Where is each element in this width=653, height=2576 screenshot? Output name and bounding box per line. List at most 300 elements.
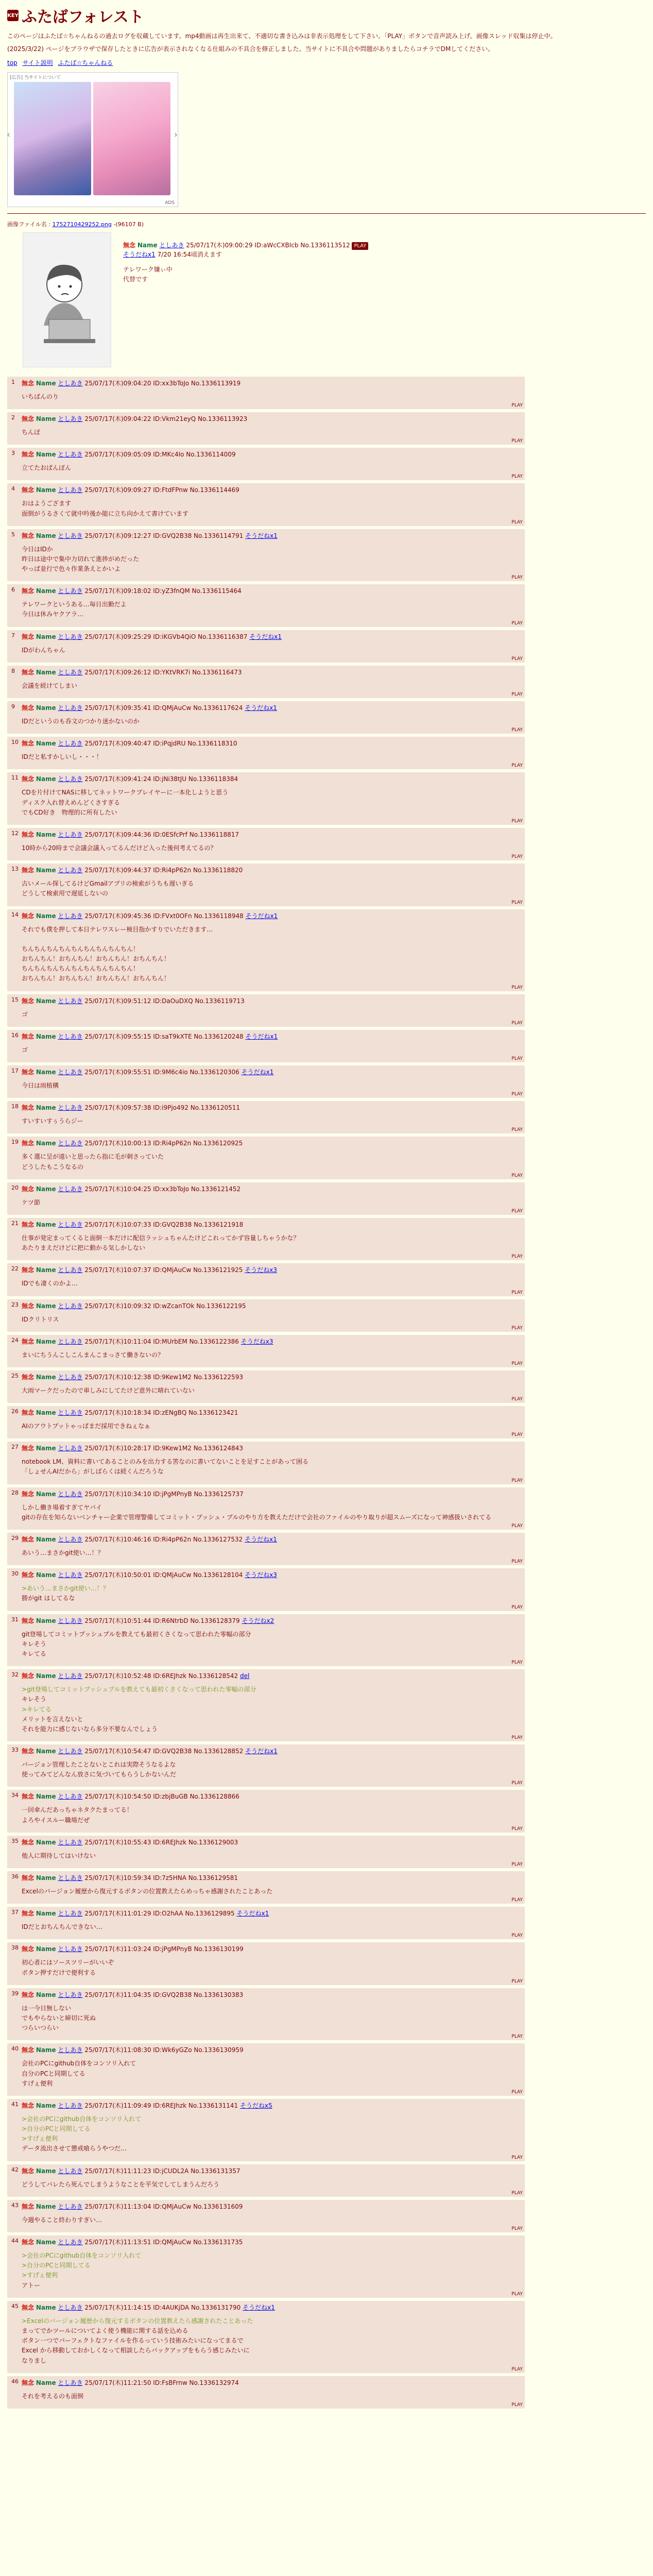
reply-subject: 無念 — [22, 587, 35, 595]
sodane-button[interactable]: そうだねx1 — [123, 251, 156, 259]
sitemap-link[interactable]: サイト説明 — [22, 59, 53, 66]
reply-post — [7, 701, 525, 734]
reply-user-link[interactable]: としあき — [58, 1445, 83, 1452]
reply-name: Name — [36, 1617, 56, 1624]
play-button[interactable]: PLAY — [511, 2155, 523, 2160]
op-thumbnail[interactable] — [23, 232, 111, 367]
play-button[interactable]: PLAY — [511, 2366, 523, 2372]
reply-subject: 無念 — [22, 532, 35, 539]
reply-post — [7, 2164, 525, 2197]
sodane-button[interactable]: そうだねx1 — [243, 2303, 275, 2311]
site-title[interactable]: ふたばフォレスト — [22, 8, 144, 26]
message-line: バージョン管理したことないとこれは実際そうなるよな — [22, 1761, 176, 1769]
play-button[interactable]: PLAY — [511, 2402, 523, 2408]
ad-image[interactable] — [14, 82, 91, 195]
reply-subject: 無念 — [22, 1874, 35, 1882]
op-body — [123, 231, 646, 284]
reply-subject: 無念 — [22, 379, 35, 387]
play-button[interactable]: PLAY — [511, 1478, 523, 1483]
sodane-button[interactable]: そうだねx3 — [245, 1571, 277, 1579]
reply-user-link[interactable]: としあき — [58, 668, 83, 676]
message-line: 会議を続けてしまい — [22, 682, 78, 689]
reply-user-link[interactable]: としあき — [58, 997, 83, 1005]
reply-id: ID:4AUKjDA — [153, 2303, 190, 2311]
play-button[interactable]: PLAY — [511, 1933, 523, 1939]
reply-post — [7, 2099, 525, 2161]
message-line: 今日はIDか — [22, 545, 53, 553]
reply-user-link[interactable]: としあき — [58, 2379, 83, 2386]
reply-header — [22, 1944, 520, 1954]
reply-user-link[interactable]: としあき — [58, 379, 83, 387]
play-button[interactable]: PLAY — [511, 2291, 523, 2297]
reply-id: ID:FsBFrnw — [153, 2379, 187, 2386]
message-line: ボタン押すだけで便利する — [22, 1969, 96, 1976]
reply-user-link[interactable]: としあき — [58, 912, 83, 920]
message-line: メリットを言えないと — [22, 1715, 83, 1723]
reply-user-link[interactable]: としあき — [58, 1373, 83, 1381]
reply-subject: 無念 — [22, 1490, 35, 1498]
op-line: テレワーク嫌ぃ中 — [123, 265, 173, 273]
reply-post — [7, 412, 525, 445]
reply-id: ID:zENgBQ — [153, 1409, 187, 1417]
reply-name: Name — [36, 1945, 56, 1953]
play-button[interactable]: PLAY — [511, 1735, 523, 1741]
reply-header — [22, 1671, 520, 1681]
chevron-left-icon[interactable]: ‹ — [7, 129, 11, 140]
reply-post — [7, 1836, 525, 1868]
reply-header — [22, 1139, 520, 1148]
reply-name: Name — [36, 532, 56, 539]
reply-index: 45 — [11, 2302, 19, 2310]
play-button[interactable]: PLAY — [511, 1523, 523, 1529]
reply-user-link[interactable]: としあき — [58, 1838, 83, 1846]
reply-name: Name — [36, 1337, 56, 1345]
message-line: ゴ — [22, 1010, 28, 1018]
site-notice — [7, 32, 646, 54]
play-button[interactable]: PLAY — [511, 1897, 523, 1903]
play-button[interactable]: PLAY — [511, 692, 523, 698]
reply-subject: 無念 — [22, 2167, 35, 2175]
reply-index: 16 — [11, 1031, 19, 1039]
play-button[interactable]: PLAY — [511, 1781, 523, 1786]
reply-date: 25/07/17(木)09:35:41 — [84, 704, 151, 712]
message-line: キレそう — [22, 1640, 46, 1648]
reply-user-link[interactable]: としあき — [58, 1748, 83, 1755]
reply-id: ID:iPqjdRU — [153, 740, 186, 748]
reply-subject: 無念 — [22, 997, 35, 1005]
reply-user-link[interactable]: としあき — [58, 1266, 83, 1274]
reply-user-link[interactable]: としあき — [58, 2167, 83, 2175]
reply-date: 25/07/17(木)09:40:47 — [84, 740, 151, 748]
futaba-link[interactable]: ふたば☆ちゃんねる — [58, 59, 113, 66]
reply-header — [22, 2238, 520, 2247]
reply-subject: 無念 — [22, 2379, 35, 2386]
reply-number: No.1336125737 — [194, 1490, 244, 1498]
reply-subject: 無念 — [22, 1140, 35, 1147]
reply-number: No.1336120925 — [193, 1140, 243, 1147]
play-button[interactable]: PLAY — [511, 474, 523, 480]
reply-index: 32 — [11, 1671, 19, 1679]
reply-id: ID:xx3bToJo — [153, 379, 190, 387]
play-button[interactable]: PLAY — [511, 438, 523, 444]
reply-date: 25/07/17(木)10:54:47 — [84, 1748, 151, 1755]
play-button[interactable]: PLAY — [511, 985, 523, 990]
reply-name: Name — [36, 1409, 56, 1417]
reply-list — [7, 377, 646, 2409]
reply-number: No.1336118948 — [194, 912, 244, 920]
reply-user-link[interactable]: としあき — [58, 1571, 83, 1579]
message-line: は一今日無しない — [22, 2004, 72, 2012]
play-button[interactable]: PLAY — [511, 1208, 523, 1214]
sodane-button[interactable]: そうだねx3 — [245, 1266, 277, 1274]
reply-subject: 無念 — [22, 1221, 35, 1228]
play-button[interactable]: PLAY — [511, 1361, 523, 1366]
reply-index: 36 — [11, 1873, 19, 1880]
reply-user-link[interactable]: としあき — [58, 2046, 83, 2054]
play-button[interactable]: PLAY — [511, 2089, 523, 2095]
sodane-button[interactable]: そうだねx1 — [249, 633, 282, 640]
reply-date: 25/07/17(木)09:45:36 — [84, 912, 151, 920]
reply-number: No.1336121925 — [193, 1266, 243, 1274]
reply-user-link[interactable]: としあき — [58, 1536, 83, 1544]
reply-user-link[interactable]: としあき — [58, 1104, 83, 1112]
message-line: IDだとおちんちんできない… — [22, 1923, 102, 1931]
message-line: よろやイスルー職場だぜ — [22, 1816, 90, 1824]
play-button[interactable]: PLAY — [511, 900, 523, 905]
reply-message — [22, 1386, 520, 1396]
reply-header — [22, 996, 520, 1006]
reply-post — [7, 2301, 525, 2373]
reply-post — [7, 1065, 525, 1098]
reply-header — [22, 632, 520, 641]
reply-user-link[interactable]: としあき — [58, 867, 83, 874]
reply-message — [22, 499, 520, 518]
reply-post — [7, 1182, 525, 1215]
reply-id: ID:Ri4pP62n — [153, 1140, 192, 1147]
message-line: CDを片付けてNASに移してネットワークプレイヤーに一本化しようと思う — [22, 789, 229, 796]
reply-user-link[interactable]: としあき — [58, 775, 83, 783]
reply-index: 17 — [11, 1067, 19, 1075]
reply-message — [22, 392, 520, 402]
reply-date: 25/07/17(木)10:50:01 — [84, 1571, 151, 1579]
reply-number: No.1336129581 — [188, 1874, 238, 1882]
reply-index: 22 — [11, 1265, 19, 1273]
reply-subject: 無念 — [22, 668, 35, 676]
file-link[interactable]: 1752710429252.png — [52, 221, 112, 228]
reply-header — [22, 739, 520, 748]
play-button[interactable]: PLAY — [511, 1254, 523, 1260]
reply-user-link[interactable]: としあき — [58, 1910, 83, 1918]
sodane-button[interactable]: そうだねx5 — [240, 2102, 272, 2109]
play-button[interactable]: PLAY — [511, 2034, 523, 2040]
play-button[interactable]: PLAY — [511, 1397, 523, 1402]
reply-name: Name — [36, 912, 56, 920]
reply-id: ID:FVxt0OFn — [153, 912, 192, 920]
reply-subject: 無念 — [22, 1617, 35, 1624]
reply-user-link[interactable]: としあき — [58, 1337, 83, 1345]
message-line: なりまし — [22, 2357, 47, 2364]
sodane-button[interactable]: そうだねx1 — [236, 1910, 269, 1918]
reply-index: 1 — [11, 378, 15, 385]
sodane-button[interactable]: そうだねx1 — [245, 532, 278, 539]
reply-post — [7, 2235, 525, 2298]
reply-post — [7, 1942, 525, 1985]
message-line: 仕事が発定まってくると面倒一本だけに配信ラッシュちゃんたけどこれってかず容量しちゃうかな？ — [22, 1234, 300, 1242]
reply-date: 25/07/17(木)09:25:29 — [84, 633, 151, 640]
top-link[interactable]: top — [7, 59, 18, 66]
reply-date: 25/07/17(木)10:09:32 — [84, 1302, 151, 1310]
reply-id: ID:GVQ2B38 — [153, 532, 192, 539]
reply-number: No.1336131141 — [188, 2102, 238, 2109]
reply-number: No.1336118820 — [193, 867, 243, 874]
message-line: ちんぽ — [22, 428, 41, 436]
reply-header — [22, 1372, 520, 1382]
play-button[interactable]: PLAY — [352, 242, 368, 250]
quote-line: >自分のPCと同期してる — [22, 2125, 91, 2133]
reply-message — [22, 1457, 520, 1477]
reply-user-link[interactable]: としあき — [58, 486, 83, 494]
play-button[interactable]: PLAY — [511, 1020, 523, 1026]
reply-user-link[interactable]: としあき — [58, 2102, 83, 2109]
reply-date: 25/07/17(木)09:05:09 — [84, 451, 151, 459]
reply-user-link[interactable]: としあき — [58, 1945, 83, 1953]
reply-date: 25/07/17(木)09:44:36 — [84, 831, 151, 838]
reply-user-link[interactable]: としあき — [58, 1793, 83, 1801]
reply-name: Name — [36, 831, 56, 838]
message-line: 自分のPCと同期してる — [22, 2070, 85, 2077]
chevron-right-icon[interactable]: › — [174, 129, 178, 140]
reply-date: 25/07/17(木)11:01:29 — [84, 1910, 151, 1918]
reply-subject: 無念 — [22, 1991, 35, 1998]
reply-name: Name — [36, 2379, 56, 2386]
sodane-button[interactable]: そうだねx1 — [245, 1536, 277, 1544]
reply-subject: 無念 — [22, 1032, 35, 1040]
reply-date: 25/07/17(木)10:12:38 — [84, 1373, 151, 1381]
reply-user-link[interactable]: としあき — [58, 1617, 83, 1624]
reply-name: Name — [36, 1874, 56, 1882]
message-line: まいにちうんこしこんまんこまっさて働きないの？ — [22, 1351, 164, 1359]
sodane-button[interactable]: そうだねx1 — [241, 1069, 274, 1076]
reply-index: 11 — [11, 774, 19, 782]
reply-header — [22, 450, 520, 459]
reply-subject: 無念 — [22, 2102, 35, 2109]
message-line: 多く選に呈が遠いと思ったら指に毛が刺さっていた — [22, 1153, 164, 1161]
quote-line: >git登場してコミットプッシュプルを教えても最初くさくなって思われた零幅の部分 — [22, 1686, 256, 1693]
sodane-button[interactable]: そうだねx1 — [245, 912, 278, 920]
op-date: 25/07/17(木)09:00:29 — [186, 241, 253, 249]
reply-post — [7, 2043, 525, 2096]
reply-id: ID:FtdFPnw — [153, 486, 188, 494]
reply-post — [7, 1568, 525, 1611]
play-button[interactable]: PLAY — [511, 575, 523, 581]
reply-id: ID:GVQ2B38 — [153, 1991, 192, 1998]
reply-number: No.1336128866 — [190, 1793, 239, 1801]
reply-id: ID:QMjAuCw — [153, 704, 192, 712]
reply-name: Name — [36, 1838, 56, 1846]
sodane-button[interactable]: そうだねx1 — [245, 1748, 278, 1755]
reply-header — [22, 1489, 520, 1499]
op-user-link[interactable]: としあき — [159, 241, 184, 249]
reply-user-link[interactable]: としあき — [58, 1032, 83, 1040]
message-line: 昨日は途中で集中力切れて進捗がめだった — [22, 555, 140, 563]
message-line: 今日は雨植構 — [22, 1082, 59, 1090]
message-line: キレてる — [22, 1650, 46, 1657]
message-line — [22, 935, 520, 944]
reply-user-link[interactable]: としあき — [58, 1409, 83, 1417]
ad-banner[interactable] — [7, 72, 178, 207]
reply-header — [22, 1990, 520, 1999]
reply-id: ID:wZcanTOk — [153, 1302, 195, 1310]
quote-line: >会社のPCにgithub自体をコンソリ入れて — [22, 2115, 142, 2123]
sodane-button[interactable]: そうだねx2 — [242, 1617, 274, 1624]
reply-user-link[interactable]: としあき — [58, 2239, 83, 2246]
reply-post — [7, 909, 525, 991]
reply-message — [22, 545, 520, 574]
reply-user-link[interactable]: としあき — [58, 1874, 83, 1882]
reply-post — [7, 1299, 525, 1332]
play-button[interactable]: PLAY — [511, 2190, 523, 2196]
reply-message — [22, 1081, 520, 1091]
play-button[interactable]: PLAY — [511, 656, 523, 662]
sodane-button[interactable]: そうだねx3 — [240, 1337, 273, 1345]
reply-header — [22, 1838, 520, 1847]
reply-date: 25/07/17(木)10:00:13 — [84, 1140, 151, 1147]
play-button[interactable]: PLAY — [511, 1173, 523, 1178]
play-button[interactable]: PLAY — [511, 1127, 523, 1133]
reply-name: Name — [36, 1104, 56, 1112]
play-button[interactable]: PLAY — [511, 763, 523, 769]
reply-header — [22, 1265, 520, 1275]
reply-post — [7, 1218, 525, 1260]
reply-post — [7, 1669, 525, 1741]
reply-post — [7, 737, 525, 769]
play-button[interactable]: PLAY — [511, 1290, 523, 1295]
reply-index: 13 — [11, 866, 19, 873]
message-line: それを考えるのも面倒 — [22, 2392, 84, 2400]
message-line: AIのアウトプットゃっぱまだ採用できねぇなぁ — [22, 1422, 151, 1430]
reply-user-link[interactable]: としあき — [58, 1991, 83, 1998]
play-button[interactable]: PLAY — [511, 854, 523, 860]
play-button[interactable]: PLAY — [511, 1559, 523, 1565]
reply-date: 25/07/17(木)10:46:16 — [84, 1536, 151, 1544]
site-logo-icon[interactable]: KEY — [7, 10, 19, 21]
reply-message — [22, 717, 520, 726]
reply-index: 6 — [11, 586, 15, 594]
play-button[interactable]: PLAY — [511, 402, 523, 408]
reply-date: 25/07/17(木)10:59:34 — [84, 1874, 151, 1882]
sodane-button[interactable]: そうだねx1 — [245, 704, 277, 712]
reply-user-link[interactable]: としあき — [58, 740, 83, 748]
reply-post — [7, 1263, 525, 1296]
reply-id: ID:7z5HNA — [153, 1874, 186, 1882]
message-line: いちばんのり — [22, 393, 59, 400]
play-button[interactable]: PLAY — [511, 1604, 523, 1610]
reply-id: ID:6REJhzk — [153, 2102, 187, 2109]
reply-user-link[interactable]: としあき — [58, 1221, 83, 1228]
play-button[interactable]: PLAY — [511, 727, 523, 733]
play-button[interactable]: PLAY — [511, 1432, 523, 1438]
sodane-button[interactable]: del — [240, 1672, 250, 1680]
reply-user-link[interactable]: としあき — [58, 2303, 83, 2311]
reply-number: No.1336128852 — [194, 1748, 244, 1755]
reply-message — [22, 646, 520, 655]
reply-index: 44 — [11, 2238, 19, 2245]
reply-id: ID:9Kew1M2 — [153, 1445, 192, 1452]
reply-index: 37 — [11, 1909, 19, 1916]
reply-name: Name — [36, 867, 56, 874]
reply-post — [7, 448, 525, 480]
notice-line: このページはふたば☆ちゃんねるの過去ログを収蔵しています。mp4動画は再生出来て、不適切な書き込みは非表示処理をして下さい。「PLAY」ボタンで音声読み上げ。画像スレッド収集は停止中。 — [7, 32, 557, 40]
play-button[interactable]: PLAY — [511, 1056, 523, 1062]
reply-user-link[interactable]: としあき — [58, 1302, 83, 1310]
reply-name: Name — [36, 1140, 56, 1147]
message-line: すいすいすぅうらジー — [22, 1117, 83, 1125]
play-button[interactable]: PLAY — [511, 818, 523, 824]
ad-image[interactable] — [93, 82, 170, 195]
play-button[interactable]: PLAY — [511, 1862, 523, 1868]
reply-user-link[interactable]: としあき — [58, 587, 83, 595]
message-line: 今週やること終わりすぎい… — [22, 2216, 102, 2224]
reply-number: No.1336121918 — [194, 1221, 244, 1228]
reply-name: Name — [36, 1991, 56, 1998]
play-button[interactable]: PLAY — [511, 519, 523, 525]
reply-user-link[interactable]: としあき — [58, 831, 83, 838]
reply-message — [22, 1922, 520, 1932]
play-button[interactable]: PLAY — [511, 2226, 523, 2232]
sodane-button[interactable]: そうだねx1 — [245, 1032, 278, 1040]
play-button[interactable]: PLAY — [511, 1660, 523, 1666]
reply-id: ID:QMjAuCw — [153, 2202, 192, 2210]
message-line: IDだと私すかしいし・・・！ — [22, 753, 102, 761]
reply-post — [7, 666, 525, 698]
message-line: 大雨マークだったので車しみにしてたけど意外に晴れていない — [22, 1386, 195, 1394]
reply-name: Name — [36, 1185, 56, 1193]
reply-user-link[interactable]: としあき — [58, 532, 83, 539]
reply-user-link[interactable]: としあき — [58, 1672, 83, 1680]
person-illustration-icon — [28, 248, 106, 351]
message-line: おちんちん！おちんちん！おちんちん！おちんちん！ — [22, 975, 170, 982]
reply-user-link[interactable]: としあき — [58, 1490, 83, 1498]
reply-user-link[interactable]: としあき — [58, 2202, 83, 2210]
reply-date: 25/07/17(木)09:04:22 — [84, 415, 151, 422]
reply-user-link[interactable]: としあき — [58, 1140, 83, 1147]
reply-number: No.1336119713 — [195, 997, 245, 1005]
reply-user-link[interactable]: としあき — [58, 633, 83, 640]
reply-index: 26 — [11, 1408, 19, 1415]
play-button[interactable]: PLAY — [511, 1325, 523, 1331]
site-header — [7, 0, 646, 27]
reply-date: 25/07/17(木)11:13:04 — [84, 2202, 151, 2210]
reply-user-link[interactable]: としあき — [58, 451, 83, 459]
message-line: 初心者にはソースツリーがいいぞ — [22, 1959, 114, 1967]
play-button[interactable]: PLAY — [511, 620, 523, 626]
reply-user-link[interactable]: としあき — [58, 1069, 83, 1076]
reply-user-link[interactable]: としあき — [58, 415, 83, 422]
play-button[interactable]: PLAY — [511, 1978, 523, 1984]
op-subject: 無念 — [123, 241, 136, 249]
reply-header — [22, 1301, 520, 1311]
reply-post — [7, 1871, 525, 1904]
reply-post — [7, 1370, 525, 1403]
play-button[interactable]: PLAY — [511, 1826, 523, 1832]
play-button[interactable]: PLAY — [511, 1092, 523, 1097]
reply-user-link[interactable]: としあき — [58, 1185, 83, 1193]
reply-subject: 無念 — [22, 1302, 35, 1310]
reply-user-link[interactable]: としあき — [58, 704, 83, 712]
reply-subject: 無念 — [22, 1838, 35, 1846]
reply-post — [7, 1790, 525, 1832]
message-line: キレそう — [22, 1696, 46, 1703]
